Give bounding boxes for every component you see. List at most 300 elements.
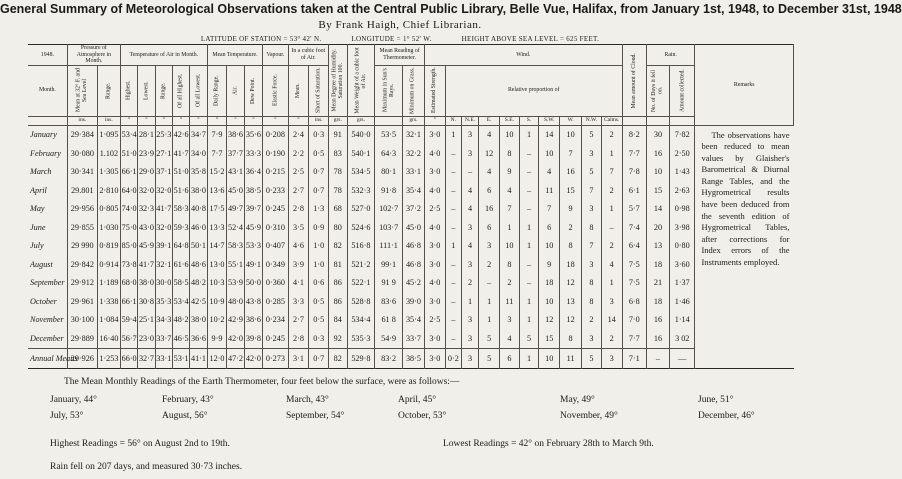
table-cell: 6 <box>479 218 500 236</box>
table-cell: 30·8 <box>138 292 155 310</box>
table-cell: 32·3 <box>138 200 155 218</box>
header-rain-days: No. of Days it fell on. <box>646 65 669 116</box>
earth-reading: May, 49° <box>560 395 595 405</box>
table-cell: 53·4 <box>120 125 137 144</box>
table-cell: 49·1 <box>244 255 263 273</box>
table-cell: 51·0 <box>172 163 189 181</box>
table-cell: 29·956 <box>67 200 97 218</box>
table-cell: 9 <box>500 163 520 181</box>
table-cell: 7·9 <box>207 125 227 144</box>
table-cell: 0·819 <box>97 237 120 255</box>
table-cell: 7 <box>539 200 560 218</box>
table-cell: 534·5 <box>347 163 375 181</box>
table-cell: 43·1 <box>227 163 244 181</box>
table-row <box>28 125 794 144</box>
table-cell: 21 <box>646 274 669 292</box>
table-cell: 25·1 <box>138 311 155 329</box>
table-cell: 30·0 <box>155 274 172 292</box>
table-cell: 91·8 <box>375 181 403 199</box>
header-highest: Highest. <box>120 65 137 116</box>
table-cell: – <box>445 144 461 162</box>
month-label: November <box>28 311 67 329</box>
table-cell: 29·889 <box>67 329 97 348</box>
table-cell: 15 <box>560 181 582 199</box>
table-cell: 4 <box>479 163 500 181</box>
table-cell: 1·338 <box>97 292 120 310</box>
table-cell: 0·245 <box>263 329 288 348</box>
table-cell: 53·9 <box>227 274 244 292</box>
table-cell: 522·1 <box>347 274 375 292</box>
table-cell: 1·3 <box>309 200 329 218</box>
table-cell: 1·084 <box>97 311 120 329</box>
table-cell: 73·8 <box>120 255 137 273</box>
table-cell: 3·98 <box>670 218 695 236</box>
month-label: October <box>28 292 67 310</box>
table-cell: 50·1 <box>190 237 207 255</box>
table-cell: 1 <box>519 125 539 144</box>
table-cell: – <box>519 274 539 292</box>
header-temp: Temperature of Air in Month. <box>120 45 207 66</box>
table-cell: 68 <box>329 200 347 218</box>
table-cell: 41·7 <box>138 255 155 273</box>
table-cell: 10 <box>539 292 560 310</box>
table-cell: 0·349 <box>263 255 288 273</box>
remarks-cell <box>695 125 794 369</box>
table-cell: 535·3 <box>347 329 375 348</box>
table-cell: 7·4 <box>622 218 646 236</box>
table-cell: 0·360 <box>263 274 288 292</box>
table-cell: 12 <box>560 311 582 329</box>
table-cell: 12 <box>539 311 560 329</box>
table-body <box>28 125 794 369</box>
table-cell: – <box>445 274 461 292</box>
table-cell: 0·2 <box>445 348 461 368</box>
table-cell: 1·37 <box>670 274 695 292</box>
table-cell: 1 <box>519 237 539 255</box>
table-cell: 4 <box>601 255 622 273</box>
table-cell: 3·5 <box>288 218 309 236</box>
table-cell: 83·6 <box>375 292 403 310</box>
month-label: August <box>28 255 67 273</box>
table-cell: 13 <box>646 237 669 255</box>
table-cell: 8 <box>560 329 582 348</box>
wind-direction-header: N.W. <box>582 116 602 125</box>
table-cell: 17·5 <box>207 200 227 218</box>
table-cell: 59·3 <box>172 218 189 236</box>
unit-cell: ° <box>190 116 207 125</box>
table-cell: 3·0 <box>424 329 445 348</box>
table-cell: 66·1 <box>120 292 137 310</box>
table-cell: 4·0 <box>424 144 445 162</box>
table-cell: 7·5 <box>622 274 646 292</box>
table-cell: 3 <box>582 144 602 162</box>
table-cell: 2·810 <box>97 181 120 199</box>
table-cell: 7·1 <box>622 348 646 368</box>
month-label: June <box>28 218 67 236</box>
table-cell: 37·2 <box>402 200 424 218</box>
table-cell: 8 <box>582 274 602 292</box>
wind-direction-header: W. <box>560 116 582 125</box>
table-cell: 2 <box>582 311 602 329</box>
table-cell: 29.801 <box>67 181 97 199</box>
table-row <box>28 237 794 255</box>
longitude: LONGITUDE = 1° 52′ W. <box>351 35 432 43</box>
header-pressure-range: Range. <box>97 65 120 116</box>
table-cell: 16·40 <box>97 329 120 348</box>
header-weight: Mean Weight of a cubic foot of Air. <box>347 45 375 117</box>
table-cell: 46·8 <box>402 255 424 273</box>
table-cell: 45·9 <box>138 237 155 255</box>
table-cell: 0·9 <box>309 218 329 236</box>
table-cell: 8 <box>500 144 520 162</box>
table-cell: 0·215 <box>263 163 288 181</box>
table-cell: 3 <box>582 200 602 218</box>
table-cell: – <box>479 274 500 292</box>
table-cell: – <box>646 348 669 368</box>
lowest-readings: Lowest Readings = 42° on February 28th to March 9th. <box>443 439 654 449</box>
table-cell: 55·1 <box>227 255 244 273</box>
table-cell: 14 <box>646 200 669 218</box>
table-cell: 0·310 <box>263 218 288 236</box>
table-cell: 32·0 <box>138 181 155 199</box>
month-label: April <box>28 181 67 199</box>
table-cell: 0·7 <box>309 163 329 181</box>
month-label: March <box>28 163 67 181</box>
table-cell: 1 <box>601 274 622 292</box>
table-cell: 0·6 <box>309 274 329 292</box>
table-cell: 29·855 <box>67 218 97 236</box>
table-cell: 3 02 <box>670 329 695 348</box>
unit-cell: ° <box>207 116 227 125</box>
header-lowest: Lowest. <box>138 65 155 116</box>
table-cell: 38·0 <box>190 181 207 199</box>
table-cell: 2 <box>500 274 520 292</box>
unit-cell: ° <box>172 116 189 125</box>
table-cell: 38·6 <box>227 125 244 144</box>
table-cell: 41·7 <box>172 144 189 162</box>
table-cell: 1·030 <box>97 218 120 236</box>
table-cell: 7·7 <box>207 144 227 162</box>
table-row <box>28 311 794 329</box>
table-cell: 3·60 <box>670 255 695 273</box>
table-cell: 33·1 <box>155 348 172 368</box>
table-cell: 29·912 <box>67 274 97 292</box>
table-cell: 32·2 <box>402 144 424 162</box>
table-row <box>28 181 794 199</box>
document-title: General Summary of Meteorological Observations taken at the Central Public Library, Belle Vue, Halifax, from January 1st, 1948, to December 31st, 1948 <box>0 2 902 16</box>
table-cell: 1 <box>479 292 500 310</box>
table-cell: 2·8 <box>288 329 309 348</box>
table-cell: 7·7 <box>622 144 646 162</box>
table-cell: 91 <box>329 125 347 144</box>
station-location <box>0 35 800 43</box>
wind-direction-header: E. <box>479 116 500 125</box>
table-cell: 34·7 <box>190 125 207 144</box>
unit-cell <box>375 116 403 125</box>
table-row <box>28 200 794 218</box>
table-cell: 82 <box>329 348 347 368</box>
table-row <box>28 218 794 236</box>
table-cell: 1.102 <box>97 144 120 162</box>
earth-reading: September, 54° <box>286 411 345 421</box>
header-vapour-mean: Mean. <box>288 65 309 116</box>
table-cell: 52·4 <box>227 218 244 236</box>
table-cell: 14 <box>601 311 622 329</box>
table-cell: 3 <box>461 125 478 144</box>
unit-cell <box>670 116 695 125</box>
header-pressure-mean: Mean at 32° F. and Sea Level <box>67 65 97 116</box>
table-cell: 15·2 <box>207 163 227 181</box>
table-cell: 1·0 <box>309 255 329 273</box>
table-cell: 1·0 <box>309 237 329 255</box>
table-cell: 0·5 <box>309 144 329 162</box>
table-cell: 13 <box>560 292 582 310</box>
table-cell: 0·190 <box>263 144 288 162</box>
table-cell: 64·3 <box>375 144 403 162</box>
table-cell: 8·2 <box>622 125 646 144</box>
table-cell: 30·341 <box>67 163 97 181</box>
earth-reading: January, 44° <box>50 395 97 405</box>
table-cell: 33·7 <box>155 329 172 348</box>
table-cell: 5 <box>582 125 602 144</box>
units-row <box>28 116 794 125</box>
table-cell: 1 <box>519 218 539 236</box>
table-cell: 32·7 <box>138 348 155 368</box>
annual-means-row <box>28 348 794 368</box>
table-cell: 5 <box>519 329 539 348</box>
table-cell: 4 <box>461 200 478 218</box>
header-year: 1948. <box>28 45 67 66</box>
table-cell: 1 <box>445 237 461 255</box>
table-cell: 53·5 <box>375 125 403 144</box>
table-cell: – <box>461 163 478 181</box>
table-cell: 5 <box>582 163 602 181</box>
table-cell: 0·5 <box>309 311 329 329</box>
table-cell: 35·4 <box>402 311 424 329</box>
table-cell: 37·1 <box>155 163 172 181</box>
table-cell: 9·9 <box>207 329 227 348</box>
header-relative-proportion: Relative proportion of <box>445 65 622 116</box>
wind-direction-header: N. <box>445 116 461 125</box>
table-cell: 7 <box>560 144 582 162</box>
table-cell: 66·1 <box>120 163 137 181</box>
table-cell: 48·2 <box>172 311 189 329</box>
table-cell: – <box>445 218 461 236</box>
unit-cell: ° <box>244 116 263 125</box>
header-cloud: Mean amount of Cloud. <box>622 45 646 117</box>
table-cell: 86 <box>329 274 347 292</box>
table-cell: 16 <box>560 163 582 181</box>
table-cell: 4·0 <box>424 181 445 199</box>
table-cell: 14 <box>539 125 560 144</box>
table-cell: 1 <box>445 125 461 144</box>
table-cell: 2 <box>479 255 500 273</box>
table-cell: 4 <box>500 181 520 199</box>
month-label: December <box>28 329 67 348</box>
table-cell: – <box>445 311 461 329</box>
table-cell: 39·0 <box>402 292 424 310</box>
table-cell: 7·0 <box>622 311 646 329</box>
header-of-all-highest: Of all Highest. <box>172 65 189 116</box>
table-cell: 6·4 <box>622 237 646 255</box>
header-month: Month. <box>28 65 67 116</box>
table-cell: 53·1 <box>172 348 189 368</box>
table-cell: 64·8 <box>172 237 189 255</box>
table-cell: 32·0 <box>155 218 172 236</box>
table-cell: 7 <box>500 200 520 218</box>
earth-reading: August, 56° <box>162 411 208 421</box>
table-cell: 11 <box>539 181 560 199</box>
table-cell: 86 <box>329 292 347 310</box>
table-cell: 18 <box>560 255 582 273</box>
table-cell: 58·5 <box>172 274 189 292</box>
table-cell: 83 <box>329 144 347 162</box>
table-cell: 42·5 <box>190 292 207 310</box>
table-cell: 53·4 <box>172 292 189 310</box>
unit-cell: grs. <box>329 116 347 125</box>
table-cell: 28·1 <box>138 125 155 144</box>
highest-readings: Highest Readings = 56° on August 2nd to 19th. <box>50 439 230 449</box>
wind-direction-header: S.W. <box>539 116 560 125</box>
table-cell: 0·285 <box>263 292 288 310</box>
table-cell: 41·7 <box>155 200 172 218</box>
table-cell: 3 <box>461 144 478 162</box>
table-cell: 82 <box>329 237 347 255</box>
table-cell: 2·7 <box>288 181 309 199</box>
table-cell: 99·1 <box>375 255 403 273</box>
table-cell: 7 <box>582 237 602 255</box>
table-cell: 521·2 <box>347 255 375 273</box>
table-cell: 3 <box>601 292 622 310</box>
table-cell: 42·9 <box>227 311 244 329</box>
table-cell: 34·0 <box>190 144 207 162</box>
table-cell: 15 <box>646 181 669 199</box>
table-cell: 43·0 <box>138 218 155 236</box>
table-cell: 2 <box>461 274 478 292</box>
table-cell: 4 <box>461 181 478 199</box>
table-cell: 10 <box>500 237 520 255</box>
unit-cell: ins. <box>309 116 329 125</box>
table-cell: 48·6 <box>190 255 207 273</box>
table-cell: 16 <box>646 329 669 348</box>
table-cell: 42·0 <box>227 329 244 348</box>
header-pressure: Pressure of Atmosphere in Month. <box>67 45 120 66</box>
table-cell: 29 990 <box>67 237 97 255</box>
table-cell: 32·1 <box>402 125 424 144</box>
table-cell: – <box>601 218 622 236</box>
table-cell: 1 <box>519 292 539 310</box>
table-cell: – <box>445 200 461 218</box>
table-cell: 11 <box>500 292 520 310</box>
table-cell: 1·305 <box>97 163 120 181</box>
table-cell: 48·2 <box>190 274 207 292</box>
table-cell: 0·3 <box>309 329 329 348</box>
header-min-grass: Minimum on Grass. <box>402 65 424 116</box>
earth-reading: December, 46° <box>698 411 755 421</box>
table-cell: 53·3 <box>244 237 263 255</box>
table-cell: 7·8 <box>622 163 646 181</box>
table-cell: – <box>519 144 539 162</box>
table-cell: 58·3 <box>172 200 189 218</box>
table-cell: 0·407 <box>263 237 288 255</box>
table-cell: 35·4 <box>402 181 424 199</box>
wind-direction-header: S. <box>519 116 539 125</box>
wind-direction-header: N.E. <box>461 116 478 125</box>
table-cell: 7·82 <box>670 125 695 144</box>
table-cell: 42·6 <box>172 125 189 144</box>
unit-cell: grs. <box>347 116 375 125</box>
table-cell: 532·3 <box>347 181 375 199</box>
table-cell: – <box>445 292 461 310</box>
table-cell: 14·7 <box>207 237 227 255</box>
table-cell: – <box>519 200 539 218</box>
unit-cell <box>646 116 669 125</box>
earth-thermometer-intro: The Mean Monthly Readings of the Earth Thermometer, four feet below the surface, were as follows:— <box>64 377 460 387</box>
table-cell: 50·0 <box>244 274 263 292</box>
table-cell: 38·5 <box>402 348 424 368</box>
table-cell: 5·7 <box>622 200 646 218</box>
table-cell: 3 <box>461 329 478 348</box>
header-temp-range: Range. <box>155 65 172 116</box>
table-cell: 13·6 <box>207 181 227 199</box>
table-cell: 3·3 <box>288 292 309 310</box>
month-label: February <box>28 144 67 162</box>
table-cell: – <box>445 181 461 199</box>
unit-cell: ins. <box>97 116 120 125</box>
unit-cell: ° <box>288 116 309 125</box>
table-cell: 1·253 <box>97 348 120 368</box>
table-cell: 2·7 <box>288 311 309 329</box>
header-humidity: Mean Degree of Humidity. Saturation 100. <box>329 45 347 117</box>
table-cell: – <box>519 255 539 273</box>
unit-cell: ° <box>120 116 137 125</box>
table-cell: 1·43 <box>670 163 695 181</box>
table-cell: 12 <box>479 144 500 162</box>
table-row <box>28 274 794 292</box>
table-cell: 25·3 <box>155 125 172 144</box>
table-cell: 3 <box>500 311 520 329</box>
table-cell: 54·9 <box>375 329 403 348</box>
table-cell: 45·0 <box>227 181 244 199</box>
table-cell: 3 <box>461 218 478 236</box>
table-cell: 43·8 <box>244 292 263 310</box>
earth-reading: June, 51° <box>698 395 734 405</box>
table-cell: 3·0 <box>424 237 445 255</box>
table-cell: 1·095 <box>97 125 120 144</box>
table-cell: 8 <box>500 255 520 273</box>
header-thermometer: Mean Reading of Thermometer. <box>375 45 425 66</box>
table-cell: 29·961 <box>67 292 97 310</box>
table-cell: 8 <box>560 237 582 255</box>
table-cell: 0·7 <box>309 348 329 368</box>
table-cell: 4 <box>479 125 500 144</box>
table-cell: 46·5 <box>172 329 189 348</box>
month-label: January <box>28 125 67 144</box>
header-rain-amount: Amount collected. <box>670 65 695 116</box>
table-cell: 4 <box>539 163 560 181</box>
table-cell: 61·6 <box>172 255 189 273</box>
table-cell: 0·208 <box>263 125 288 144</box>
table-cell: 48·0 <box>227 292 244 310</box>
wind-direction-header: Calms. <box>601 116 622 125</box>
table-cell: 3 <box>582 255 602 273</box>
annual-label: Annual Means <box>28 348 67 368</box>
table-cell: 32·1 <box>155 255 172 273</box>
table-cell: 527·0 <box>347 200 375 218</box>
unit-cell: ° <box>424 116 445 125</box>
table-cell: 6·8 <box>622 292 646 310</box>
table-cell: 39·8 <box>244 329 263 348</box>
